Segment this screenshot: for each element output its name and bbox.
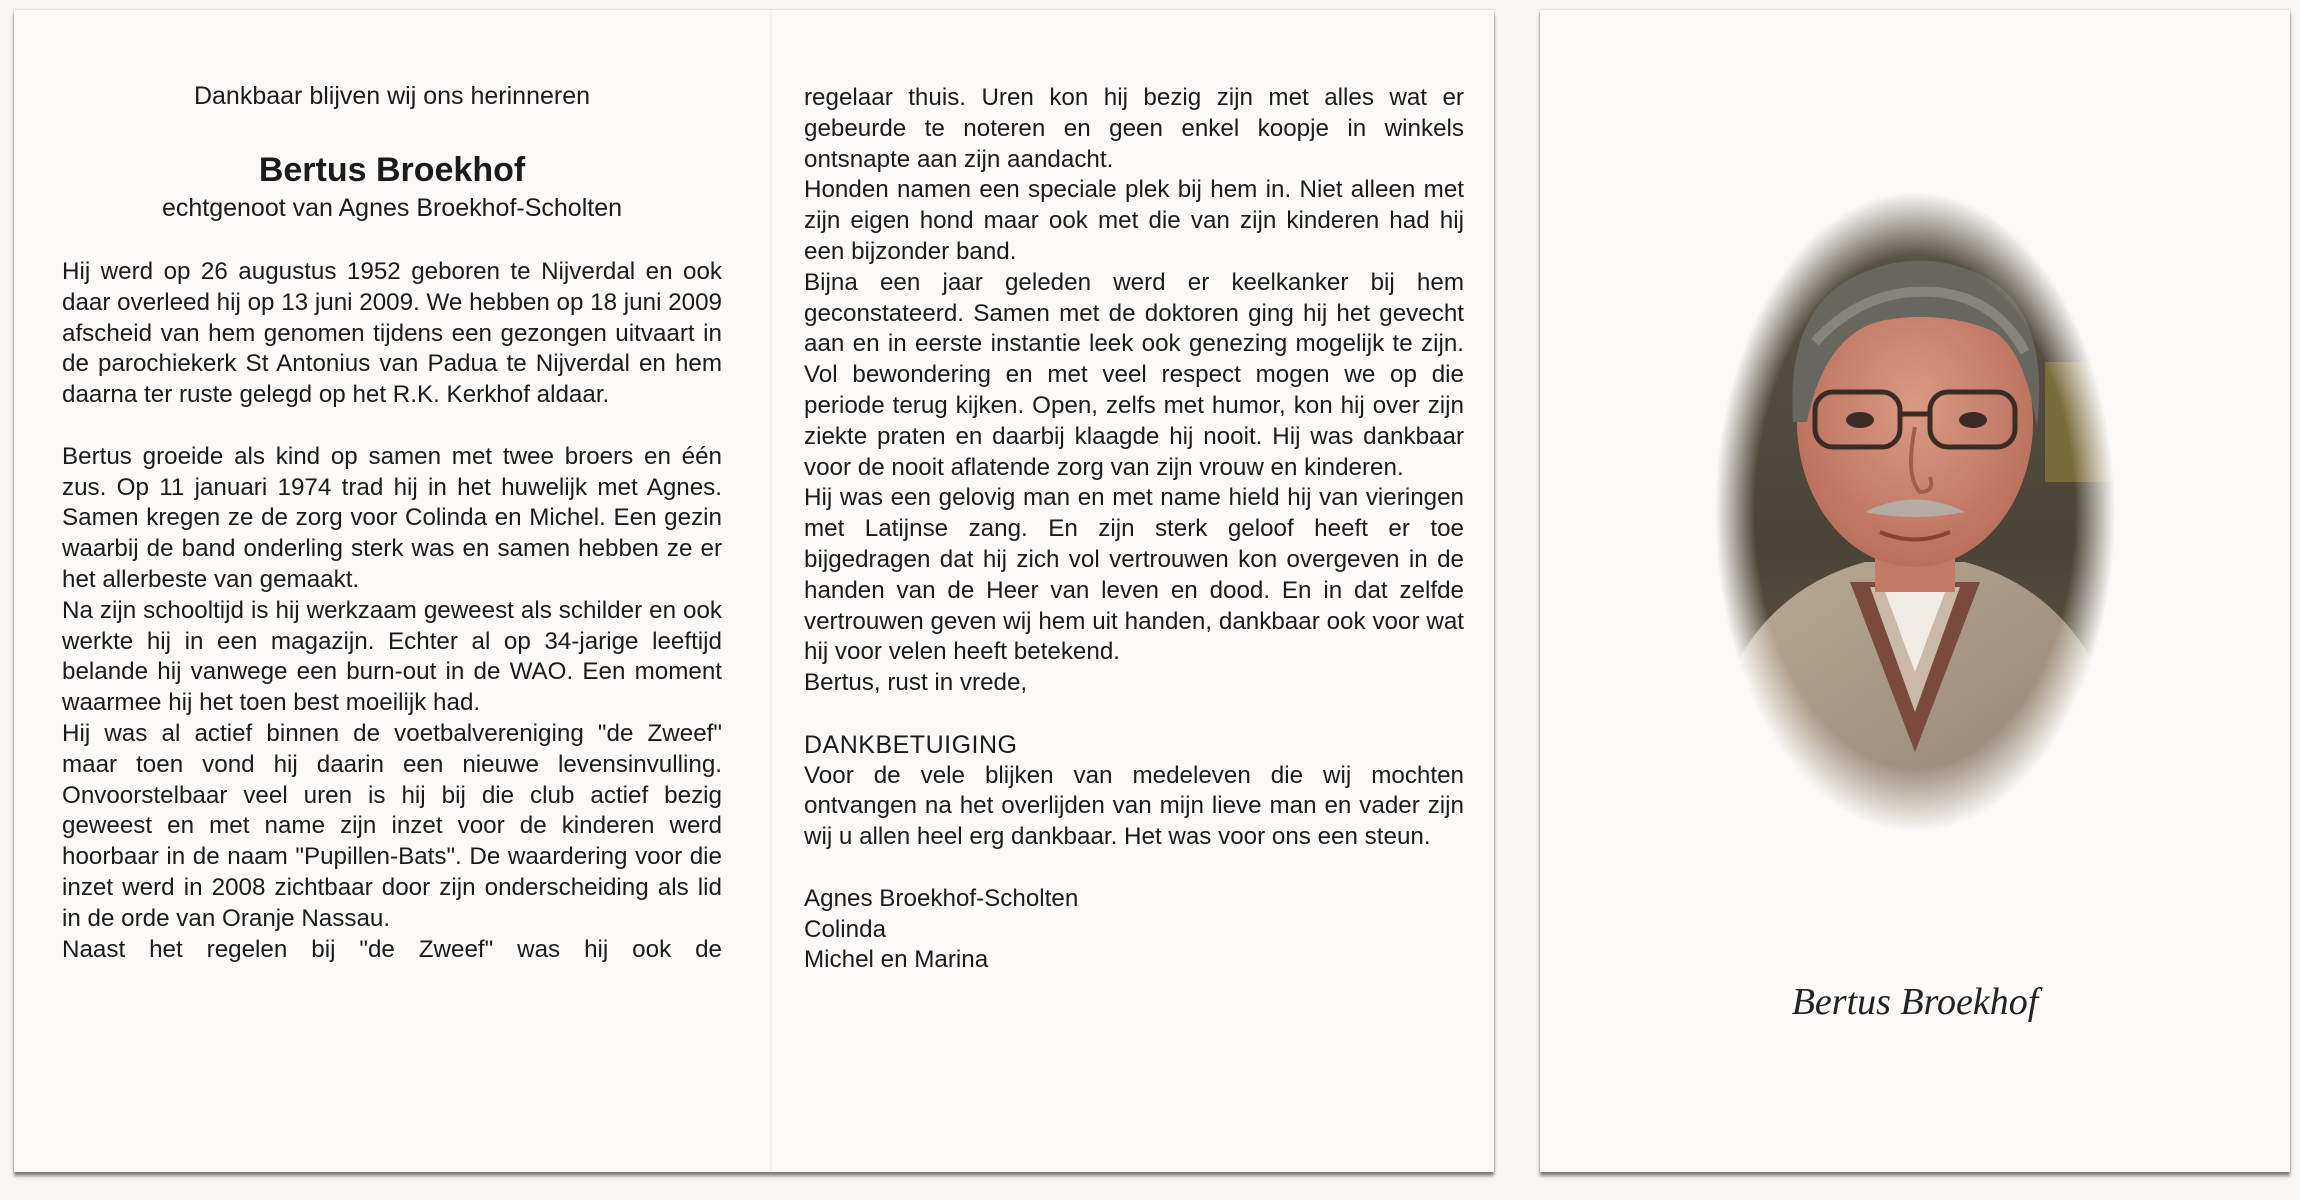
paragraph-birth-death: Hij werd op 26 augustus 1952 geboren te Nijverdal en ook daar overleed hij op 13 juni 2009. We hebben op 18 juni 2009 afscheid van hem genomen tijdens een gezongen uitvaart in de parochiekerk St Antonius van Padua te Nijverdal en hem daarna ter ruste gelegd op het R.K. Kerkhof aldaar. <box>62 258 722 409</box>
paragraph-continued: Naast het regelen bij "de Zweef" was hij ook de <box>62 935 722 963</box>
paragraph-home: regelaar thuis. Uren kon hij bezig zijn met alles wat er gebeurde te noteren en geen enkel koopje in winkels ontsnapte aan zijn aandacht. <box>804 84 1464 173</box>
farewell-line: Bertus, rust in vrede, <box>804 669 1028 697</box>
paragraph-illness: Bijna een jaar geleden werd er keelkanker bij hem geconstateerd. Samen met de doktoren ging hij het gevecht aan en in eerste instantie leek ook genezing mogelijk te zijn. Vol bewondering en met veel respect mogen we op die periode terug kijken. Open, zelfs met humor, kon hij over zijn ziekte praten en daarbij klaagde hij nooit. Hij was dankbaar voor de nooit aflatende zorg van zijn vrouw en kinderen. <box>804 268 1464 481</box>
paragraph-faith: Hij was een gelovig man en met name hield hij van vieringen met Latijnse zang. En zijn sterk geloof heeft er toe bijgedragen dat hij zich vol vertrouwen kon overgeven in de handen van de Heer van leven en dood. En in dat zelfde vertrouwen geven wij hem uit handen, dankbaar ook voor wat hij voor velen heeft betekend. <box>804 484 1464 666</box>
right-column <box>804 10 1464 976</box>
paragraph-dogs: Honden namen een speciale plek bij hem in. Niet alleen met zijn eigen hond maar ook met die van zijn kinderen had hij een bijzonder band. <box>804 176 1464 265</box>
signer-2: Colinda <box>804 915 887 943</box>
center-fold <box>770 10 772 1172</box>
lead-text: Dankbaar blijven wij ons herinneren <box>193 82 591 110</box>
paragraph-club: Hij was al actief binnen de voetbalvereniging "de Zweef" maar toen vond hij daarin een nieuwe levensinvulling. Onvoorstelbaar veel uren is hij bij die club actief bezig geweest en met name zijn inzet voor de kinderen werd hoorbaar in de naam "Pupillen-Bats". De waardering voor die inzet werd in 2008 zichtbaar door zijn onderscheiding als lid in de orde van Oranje Nassau. <box>62 719 722 932</box>
portrait-photo-icon <box>1715 192 2115 832</box>
left-column <box>62 10 722 965</box>
front-name: Bertus Broekhof <box>1791 981 2039 1023</box>
paragraph-family: Bertus groeide als kind op samen met twee broers en één zus. Op 11 januari 1974 trad hij in het huwelijk met Agnes. Samen kregen ze de zorg voor Colinda en Michel. Een gezin waarbij de band onderling sterk was en samen hebben ze er het allerbeste van gemaakt. <box>62 442 722 593</box>
thanks-text: Voor de vele blijken van medeleven die wij mochten ontvangen na het overlijden van mijn lieve man en vader zijn wij u allen heel erg dankbaar. Het was voor ons een steun. <box>804 761 1464 851</box>
inner-card <box>14 10 1494 1172</box>
front-card <box>1540 10 2290 1172</box>
thanks-heading: DANKBETUIGING <box>804 730 1018 759</box>
signer-3: Michel en Marina <box>804 946 989 974</box>
paragraph-work: Na zijn schooltijd is hij werkzaam geweest als schilder en ook werkte hij in een magazijn. Echter al op 34-jarige leeftijd belande hij vanwege een burn-out in de WAO. Een moment waarmee hij het toen best moeilijk had. <box>62 596 722 717</box>
deceased-name: Bertus Broekhof <box>258 151 526 189</box>
spouse-line: echtgenoot van Agnes Broekhof-Scholten <box>161 194 623 222</box>
signer-1: Agnes Broekhof-Scholten <box>804 884 1079 912</box>
